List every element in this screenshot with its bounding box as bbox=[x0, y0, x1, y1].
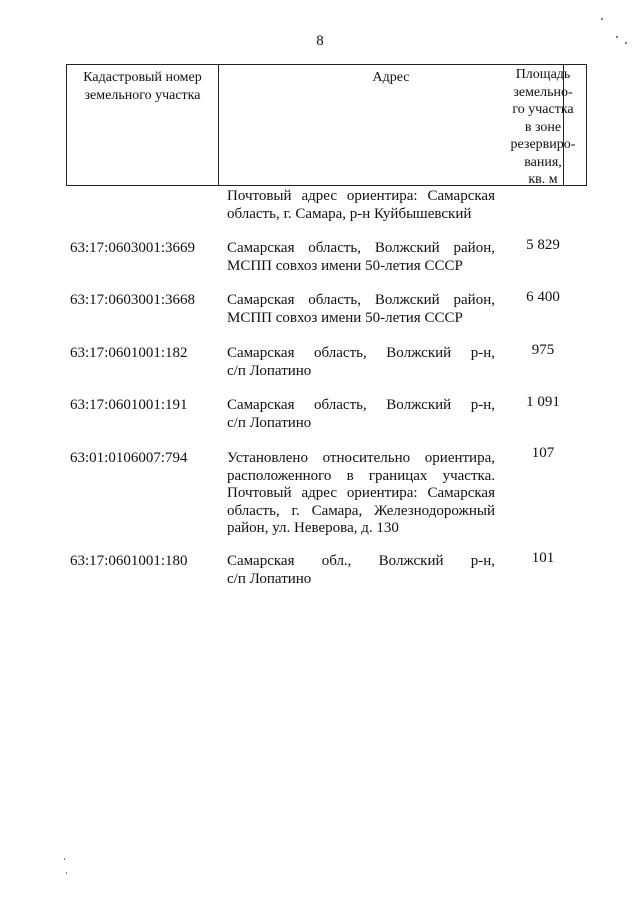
address-line: Самарская обл., Волжский р-н, bbox=[227, 553, 495, 569]
header-area bbox=[500, 65, 586, 185]
header-cadastral-number bbox=[67, 65, 219, 185]
header-line: резервиро- bbox=[510, 137, 576, 152]
address-line: Самарская область, Волжский р-н, bbox=[227, 345, 495, 361]
address-cell bbox=[227, 450, 495, 538]
header-line: го участка bbox=[512, 102, 574, 117]
page-number: 8 bbox=[316, 33, 324, 49]
address-cell bbox=[227, 292, 495, 327]
area-value: 1 091 bbox=[526, 394, 560, 410]
address-line: область, г. Самара, Железнодорожный bbox=[227, 502, 495, 519]
area-value: 107 bbox=[531, 445, 555, 461]
cadastral-number: 63:17:0603001:3669 bbox=[70, 240, 196, 256]
address-line: область, г. Самара, р-н Куйбышевский bbox=[227, 205, 472, 222]
header-line: вания, bbox=[524, 154, 562, 170]
address-line: расположенного в границах участка. bbox=[227, 467, 495, 484]
scan-speck bbox=[66, 872, 67, 874]
area-value: 975 bbox=[531, 342, 555, 358]
address-line: Самарская область, Волжский район, bbox=[227, 292, 495, 308]
address-cell bbox=[227, 188, 495, 223]
header-line: Адрес bbox=[372, 70, 410, 85]
header-line: Кадастровый номер bbox=[83, 70, 202, 85]
address-line: МСПП совхоз имени 50-летия СССР bbox=[227, 309, 463, 326]
area-value: 101 bbox=[531, 550, 555, 566]
address-cell bbox=[227, 397, 495, 432]
address-line: с/п Лопатино bbox=[227, 414, 312, 431]
cadastral-number: 63:17:0601001:180 bbox=[70, 553, 188, 569]
area-value: 5 829 bbox=[526, 237, 560, 253]
address-line: с/п Лопатино bbox=[227, 362, 312, 379]
address-line: с/п Лопатино bbox=[227, 570, 312, 587]
cadastral-number: 63:01:0106007:794 bbox=[70, 450, 188, 466]
scan-speck bbox=[616, 36, 618, 38]
header-line: Площадь bbox=[515, 67, 571, 82]
address-line: район, ул. Неверова, д. 130 bbox=[227, 520, 399, 536]
address-line: МСПП совхоз имени 50-летия СССР bbox=[227, 257, 463, 274]
address-line: Самарская область, Волжский район, bbox=[227, 240, 495, 256]
header-line: кв. м bbox=[528, 172, 558, 187]
address-cell bbox=[227, 345, 495, 380]
address-cell bbox=[227, 240, 495, 275]
scan-speck bbox=[601, 18, 603, 20]
address-line: Почтовый адрес ориентира: Самарская bbox=[227, 485, 495, 501]
header-line: земельного участка bbox=[84, 87, 201, 103]
cadastral-number: 63:17:0601001:191 bbox=[70, 397, 188, 413]
table-header bbox=[66, 64, 587, 186]
cadastral-number: 63:17:0601001:182 bbox=[70, 345, 188, 361]
address-line: Самарская область, Волжский р-н, bbox=[227, 397, 495, 413]
cadastral-number: 63:17:0603001:3668 bbox=[70, 292, 196, 308]
scan-speck bbox=[625, 42, 627, 44]
address-line: Почтовый адрес ориентира: Самарская bbox=[227, 188, 495, 204]
address-line: Установлено относительно ориентира, bbox=[227, 450, 495, 466]
header-line: в зоне bbox=[524, 119, 562, 135]
header-line: земельно- bbox=[513, 84, 573, 100]
area-value: 6 400 bbox=[526, 289, 560, 305]
address-cell bbox=[227, 553, 495, 588]
scan-speck bbox=[64, 858, 65, 860]
